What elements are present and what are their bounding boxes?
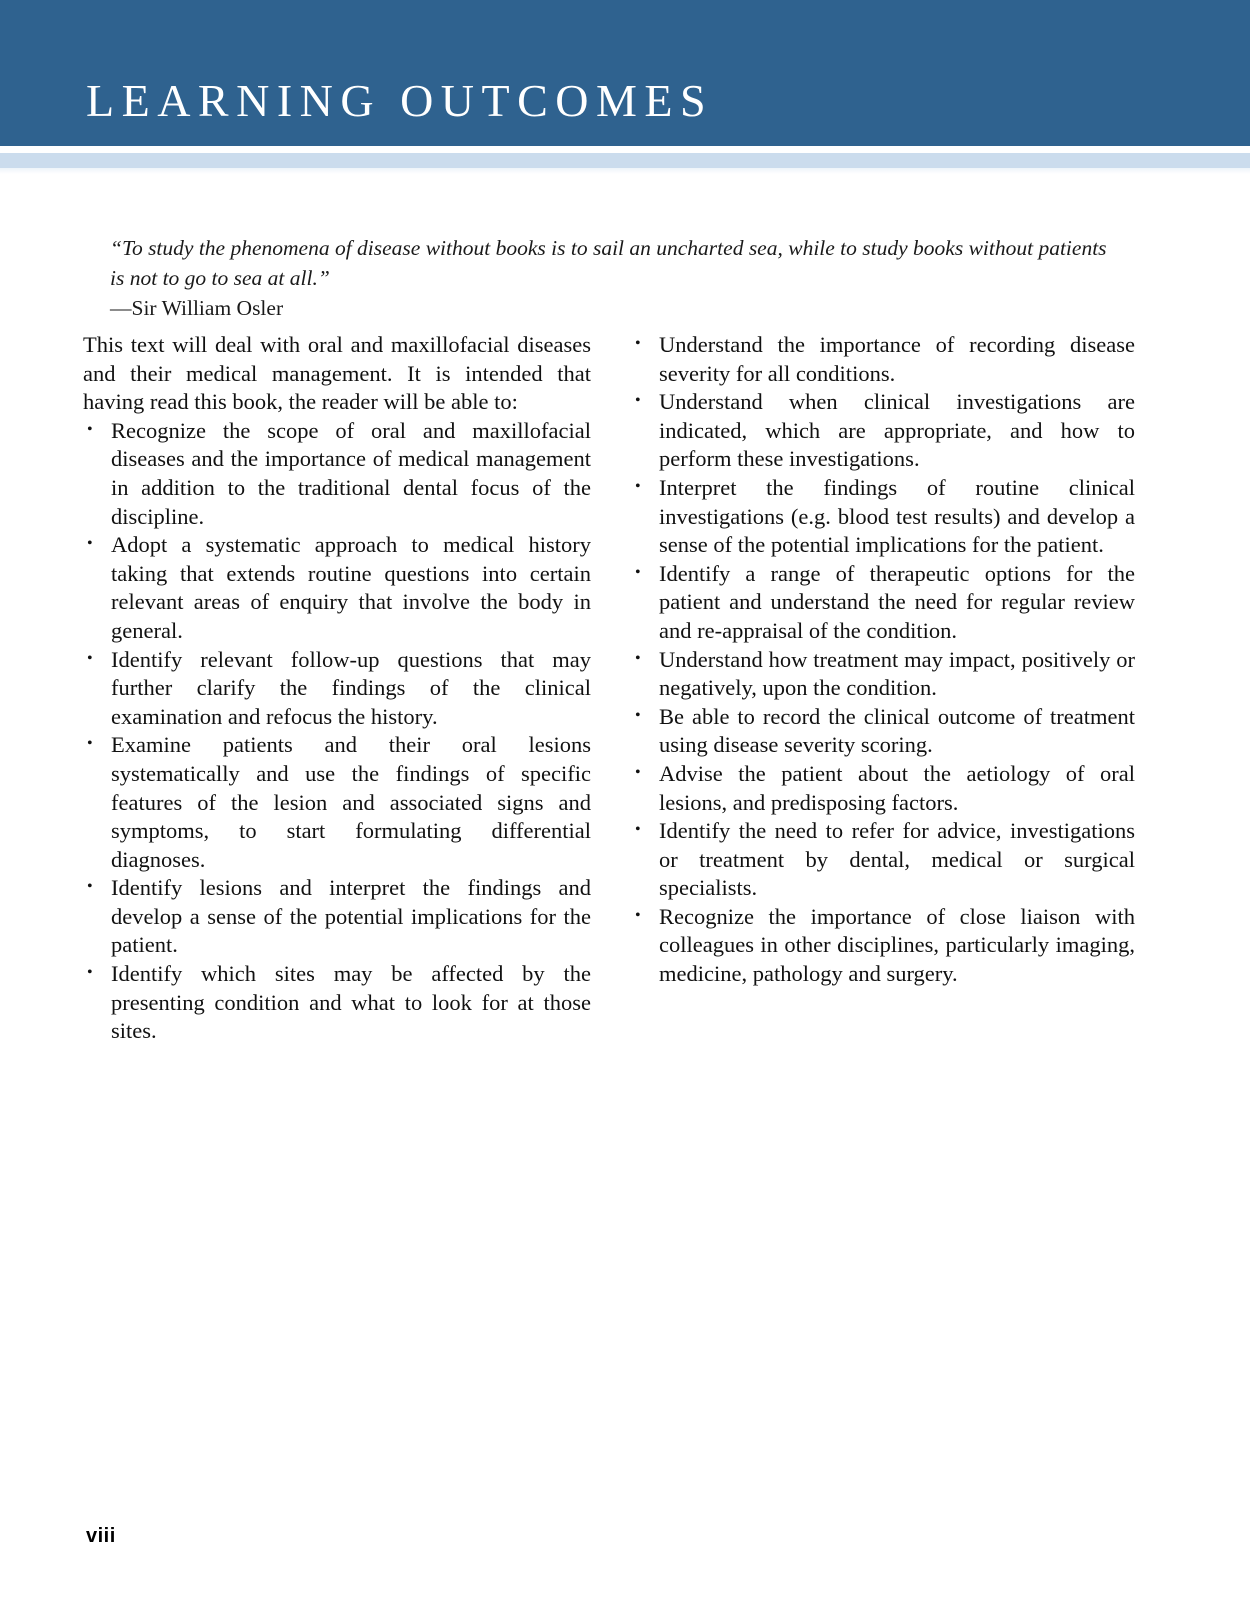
intro-paragraph: This text will deal with oral and maxillofacial diseases and their medical management. It is intended that having read this book, the reader will be able to: (83, 332, 591, 415)
right-outcomes-list (631, 331, 1135, 989)
list-item: • Identify relevant follow-up questions that may further clarify the findings of the clinical examination and refocus the history. (83, 646, 591, 732)
list-item: • Be able to record the clinical outcome of treatment using disease severity scoring. (631, 703, 1135, 760)
list-item: • Identify which sites may be affected by the presenting condition and what to look for at those sites. (83, 960, 591, 1046)
right-column (631, 331, 1135, 1046)
header-gap (0, 146, 1250, 153)
epigraph (110, 233, 1124, 323)
header-accent-rule-shadow (0, 168, 1250, 174)
list-item: • Identify a range of therapeutic options for the patient and understand the need for regular review and re-appraisal of the condition. (631, 560, 1135, 646)
list-item: • Adopt a systematic approach to medical history taking that extends routine questions into certain relevant areas of enquiry that involve the body in general. (83, 531, 591, 645)
page-title: LEARNING OUTCOMES (86, 75, 714, 126)
list-item: • Examine patients and their oral lesions systematically and use the findings of specific features of the lesion and associated signs and symptoms, to start formulating differential diagnoses. (83, 731, 591, 874)
list-item: • Recognize the scope of oral and maxillofacial diseases and the importance of medical management in addition to the traditional dental focus of the discipline. (83, 417, 591, 531)
epigraph-attribution: —Sir William Osler (110, 296, 284, 320)
left-column (83, 331, 591, 1046)
list-item: • Understand how treatment may impact, positively or negatively, upon the condition. (631, 646, 1135, 703)
list-item: • Advise the patient about the aetiology of oral lesions, and predisposing factors. (631, 760, 1135, 817)
two-column-body (83, 331, 1135, 1046)
list-item: • Recognize the importance of close liaison with colleagues in other disciplines, particularly imaging, medicine, pathology and surgery. (631, 903, 1135, 989)
list-item: • Understand the importance of recording disease severity for all conditions. (631, 331, 1135, 388)
left-outcomes-list (83, 417, 591, 1046)
page-number: viii (86, 1525, 116, 1547)
list-item: • Understand when clinical investigations are indicated, which are appropriate, and how to perform these investigations. (631, 388, 1135, 474)
list-item: • Interpret the findings of routine clinical investigations (e.g. blood test results) and develop a sense of the potential implications for the patient. (631, 474, 1135, 560)
list-item: • Identify the need to refer for advice, investigations or treatment by dental, medical or surgical specialists. (631, 817, 1135, 903)
epigraph-quote: “To study the phenomena of disease without books is to sail an uncharted sea, while to study books without patients is not to go to sea at all.” (110, 236, 1107, 290)
list-item: • Identify lesions and interpret the findings and develop a sense of the potential implications for the patient. (83, 874, 591, 960)
header-accent-rule (0, 153, 1250, 168)
